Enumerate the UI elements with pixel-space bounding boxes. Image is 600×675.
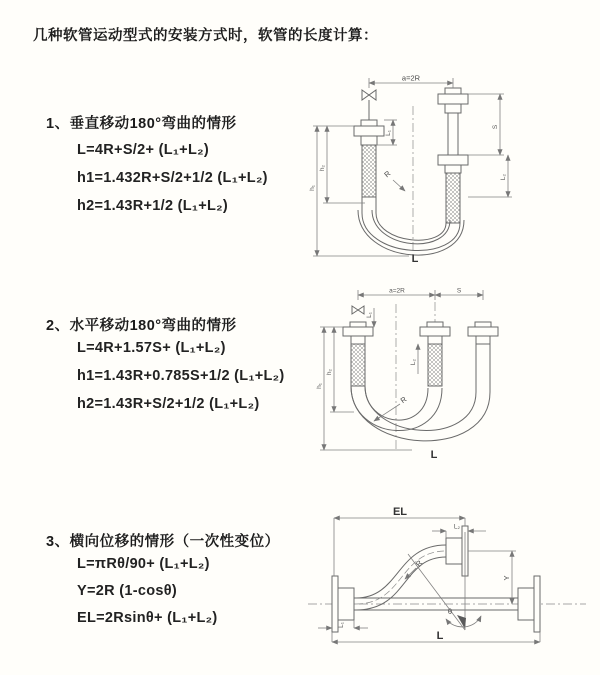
angle-theta — [408, 532, 481, 630]
dim-label-s: S — [492, 124, 499, 130]
left-fitting — [343, 322, 373, 386]
dim-label-l1: L₁ — [385, 130, 392, 136]
s-curve-hose — [356, 545, 446, 610]
page-title: 几种软管运动型式的安装方式时，软管的长度计算： — [33, 28, 378, 44]
valve-icon — [352, 306, 364, 314]
braided-section — [428, 344, 442, 386]
dimension-l2 — [468, 155, 512, 197]
section-2-formula-L: L=4R+1.57S+ (L₁+L₂) — [77, 340, 226, 356]
dimension-h1 — [309, 126, 409, 256]
section-1-heading: 1、垂直移动180°弯曲的情形 — [46, 116, 237, 132]
dim-label-a2r: a=2R — [401, 73, 421, 83]
dimension-l — [332, 630, 540, 642]
dimension-a2r — [358, 288, 435, 301]
dim-label-r: R — [382, 168, 393, 180]
section-3-formula-Y: Y=2R (1-cosθ) — [77, 583, 177, 599]
dim-label-y: Y — [502, 575, 511, 581]
dimension-el — [334, 506, 465, 576]
dim-label-r: R — [398, 394, 409, 406]
dim-label-a2r: a=2R — [389, 287, 405, 295]
dimension-l1 — [318, 620, 368, 628]
dimension-s — [468, 94, 504, 155]
dim-label-l: L — [411, 253, 419, 264]
right-flange-inline — [518, 576, 540, 632]
section-3-formula-L: L=πRθ/90+ (L₁+L₂) — [77, 556, 210, 572]
dim-label-h1: h₁ — [309, 185, 316, 191]
dim-label-h2: h₂ — [326, 368, 333, 376]
dim-label-s: S — [456, 287, 462, 295]
dimension-a2r — [369, 74, 453, 89]
braided-section — [362, 145, 376, 197]
section-2-formula-h1: h1=1.43R+0.785S+1/2 (L₁+L₂) — [77, 368, 285, 384]
right-fitting-positions — [438, 88, 468, 223]
lateral-displacement-diagram — [300, 502, 592, 662]
dim-label-l2: L₂ — [500, 173, 507, 181]
section-1-formula-L: L=4R+S/2+ (L₁+L₂) — [77, 142, 209, 158]
dim-label-l: L — [436, 630, 444, 642]
section-3-heading: 3、横向位移的情形（一次性变位） — [46, 534, 280, 550]
radius-callout — [382, 169, 405, 191]
dim-label-r: R — [413, 558, 425, 569]
dim-label-h1: h₁ — [316, 383, 323, 389]
radius-callout — [374, 394, 409, 421]
horizontal-180-bend-diagram — [312, 282, 564, 460]
dim-label-l: L — [430, 449, 438, 460]
left-fitting — [354, 120, 384, 197]
dimension-l2 — [432, 524, 486, 539]
dim-label-el: EL — [392, 506, 408, 518]
section-2-formula-h2: h2=1.43R+S/2+1/2 (L₁+L₂) — [77, 396, 260, 412]
hose-u-curves — [351, 386, 490, 441]
valve-icon — [362, 90, 376, 120]
dim-label-l2: L₂ — [410, 358, 417, 366]
section-1-formula-h1: h1=1.432R+S/2+1/2 (L₁+L₂) — [77, 170, 268, 186]
section-3-formula-EL: EL=2Rsinθ+ (L₁+L₂) — [77, 610, 218, 626]
dim-label-theta: θ — [447, 607, 453, 616]
braided-section — [351, 344, 365, 386]
dimension-l1 — [366, 308, 374, 327]
dimension-s — [435, 288, 483, 301]
section-2-heading: 2、水平移动180°弯曲的情形 — [46, 318, 237, 334]
right-fitting-moved-position — [468, 322, 498, 392]
braided-section — [446, 173, 460, 223]
dim-label-l1: L₁ — [338, 622, 345, 628]
dim-label-l2: L₂ — [453, 523, 461, 531]
dimension-h2 — [326, 327, 354, 412]
dimension-l2 — [410, 344, 418, 374]
dimension-y — [468, 551, 516, 604]
dim-label-h2: h₂ — [319, 164, 326, 172]
dimension-h2 — [319, 126, 365, 203]
middle-fitting — [420, 322, 450, 386]
dim-label-l1: L₁ — [366, 312, 373, 318]
vertical-180-bend-diagram — [303, 70, 555, 264]
section-1-formula-h2: h2=1.43R+1/2 (L₁+L₂) — [77, 198, 229, 214]
